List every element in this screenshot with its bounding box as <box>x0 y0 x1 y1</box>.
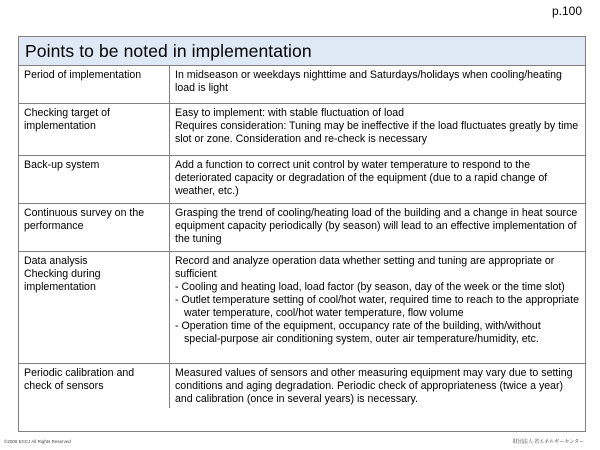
row-content <box>170 103 586 155</box>
content-frame <box>18 36 586 432</box>
bullet-item: - Operation time of the equipment, occupancy rate of the building, with/without special-purpose air conditioning system, outer air temperature/humidity, etc. <box>175 319 541 345</box>
content-line: Requires consideration: Tuning may be ineffective if the load fluctuates greatly by time slot or zone. Consideration and re-check is necessary <box>175 119 579 145</box>
row-content <box>170 155 586 203</box>
content-line: Measured values of sensors and other measuring equipment may vary due to setting conditions and aging degradation. Periodic check of appropriateness (twice a year) and calibration (once in several years) is necessary. <box>175 366 573 405</box>
row-label: Checking target of implementation <box>19 103 170 155</box>
row-label: Periodic calibration and check of sensors <box>19 363 170 408</box>
table-row <box>19 203 585 251</box>
copyright: ©2008 ECCJ All Rights Reserved <box>4 439 71 444</box>
content-line: Record and analyze operation data whether setting and tuning are appropriate or sufficient <box>175 254 555 280</box>
row-label: Continuous survey on the performance <box>19 203 170 251</box>
row-label: Data analysis Checking during implementation <box>19 251 170 363</box>
row-label: Period of implementation <box>19 66 170 103</box>
content-line: Add a function to correct unit control by water temperature to respond to the deteriorated capacity or degradation of the equipment (due to a rapid change of weather, etc.) <box>175 158 548 197</box>
row-content <box>170 363 586 408</box>
notes-table <box>19 66 585 408</box>
table-row <box>19 251 585 363</box>
table-row <box>19 363 585 408</box>
content-line: Easy to implement: with stable fluctuation of load <box>175 106 405 119</box>
organization-logo: 財団法人 省エネルギーセンター <box>512 439 584 445</box>
content-line: In midseason or weekdays nighttime and Saturdays/holidays when cooling/heating load is light <box>175 69 562 94</box>
table-row <box>19 155 585 203</box>
row-content <box>170 251 586 363</box>
page-number: p.100 <box>551 4 582 18</box>
slide-title: Points to be noted in implementation <box>19 37 585 66</box>
row-content <box>170 66 586 103</box>
bullet-item: - Outlet temperature setting of cool/hot water, required time to reach to the appropriate water temperature, cool/hot water temperature, flow volume <box>175 293 579 319</box>
content-line: Grasping the trend of cooling/heating load of the building and a change in heat source equipment capacity periodically (by season) will lead to an effective implementation of the tuning <box>175 206 578 245</box>
row-label: Back-up system <box>19 155 170 203</box>
bullet-item: - Cooling and heating load, load factor (by season, day of the week or the time slot) <box>175 280 565 293</box>
table-row <box>19 103 585 155</box>
row-content <box>170 203 586 251</box>
table-row <box>19 66 585 103</box>
